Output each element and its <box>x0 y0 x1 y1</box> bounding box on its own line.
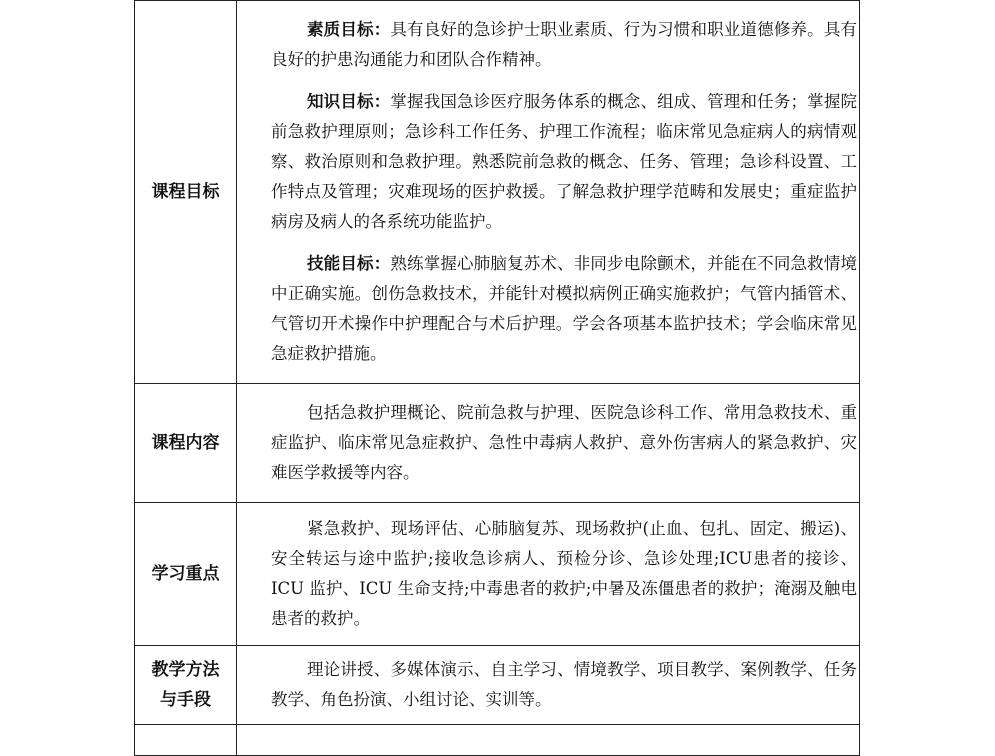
paragraph-lead: 知识目标： <box>307 92 391 111</box>
row-content <box>237 384 860 503</box>
row-heading-label: 课程目标 <box>151 182 220 202</box>
row-heading <box>135 384 237 503</box>
content-paragraph: 紧急救护、现场评估、心肺脑复苏、现场救护(止血、包扎、固定、搬运)、安全转运与途中监护;接收急诊病人、预检分诊、急诊处理;ICU患者的接诊、ICU 监护、ICU 生命支持;中毒患者的救护;中暑及冻僵患者的救护；淹溺及触电患者的救护。 <box>271 519 857 628</box>
row-content <box>237 646 860 725</box>
content-paragraph: 包括急救护理概论、院前急救与护理、医院急诊科工作、常用急救技术、重症监护、临床常见急症救护、急性中毒病人救护、意外伤害病人的紧急救护、灾难医学救援等内容。 <box>271 403 857 482</box>
paragraph-lead: 素质目标： <box>307 20 391 39</box>
row-heading-label: 课程内容 <box>151 433 220 453</box>
objective-paragraph-skills <box>271 249 857 369</box>
row-heading-label-line1: 教学方法 <box>151 660 220 680</box>
table-row-teaching-methods <box>135 646 860 725</box>
objective-paragraph-quality <box>271 15 857 75</box>
paragraph-text: 掌握我国急诊医疗服务体系的概念、组成、管理和任务；掌握院前急救护理原则；急诊科工作任务、护理工作流程；临床常见急症病人的病情观察、救治原则和急救护理。熟悉院前急救的概念、任务、管理；急诊科设置、工作特点及管理；灾难现场的医护救援。了解急救护理学范畴和发展史；重症监护病房及病人的各系统功能监护。 <box>271 92 857 231</box>
objective-paragraph-knowledge <box>271 87 857 237</box>
row-heading-label: 学习重点 <box>151 564 220 584</box>
row-heading <box>135 646 237 725</box>
course-info-table <box>134 0 860 756</box>
row-content <box>237 503 860 646</box>
table-row-key-points <box>135 503 860 646</box>
content-paragraph: 理论讲授、多媒体演示、自主学习、情境教学、项目教学、案例教学、任务教学、角色扮演、小组讨论、实训等。 <box>271 660 857 709</box>
table-row-next <box>135 725 860 756</box>
row-heading <box>135 1 237 384</box>
row-heading <box>135 725 237 756</box>
paragraph-lead: 技能目标： <box>307 254 391 273</box>
row-heading-label-line2: 与手段 <box>160 690 211 710</box>
paragraph-text: 具有良好的急诊护士职业素质、行为习惯和职业道德修养。具有良好的护患沟通能力和团队合作精神。 <box>271 20 857 69</box>
row-content <box>237 725 860 756</box>
row-content <box>237 1 860 384</box>
row-heading <box>135 503 237 646</box>
table-row-course-content <box>135 384 860 503</box>
table-row-course-objectives <box>135 1 860 384</box>
paragraph-text: 熟练掌握心肺脑复苏术、非同步电除颤术，并能在不同急救情境中正确实施。创伤急救技术，并能针对模拟病例正确实施救护；气管内插管术、气管切开术操作中护理配合与术后护理。学会各项基本监护技术；学会临床常见急症救护措施。 <box>271 254 857 363</box>
